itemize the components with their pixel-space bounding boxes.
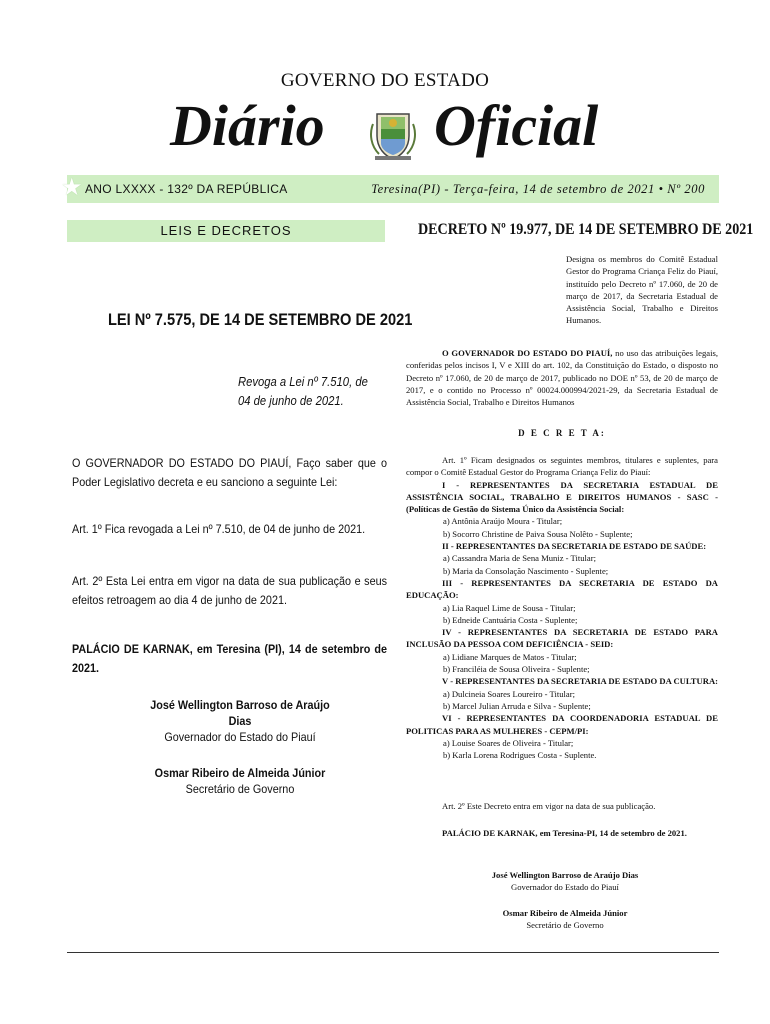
bottom-divider — [67, 952, 719, 953]
decreto-preamble — [406, 347, 718, 408]
signature-role: Governador do Estado do Piauí — [164, 730, 316, 744]
lei-art1: Art. 1º Fica revogada a Lei nº 7.510, de 04 de junho de 2021. — [72, 522, 366, 536]
lei-title: LEI Nº 7.575, DE 14 DE SETEMBRO DE 2021 — [108, 310, 413, 329]
list-item: a) Lia Raquel Lime de Sousa - Titular; — [443, 602, 576, 613]
group-heading: II - REPRESENTANTES DA SECRETARIA DE ESTADO DE SAÚDE: — [442, 541, 707, 552]
decreto-preamble-text: no uso das atribuições legais, conferidas pelos incisos I, V e XIII do art. 102, da Constituição do Estado, o disposto no Decreto nº 17.060, de 20 de março de 2017, publicado no DOE nº 53, de 20 de março de 2017, e o contido no Processo nº 00024.000994/2021-29, da Secretaria Estadual de Assistência Social, Trabalho e Direitos Humanos — [406, 348, 718, 408]
decreto-body — [406, 454, 718, 761]
dateline: Teresina(PI) - Terça-feira, 14 de setembro de 2021 • Nº 200 — [371, 182, 705, 196]
list-item: b) Maria da Consolação Nascimento - Suplente; — [443, 565, 609, 576]
signature-name: Osmar Ribeiro de Almeida Júnior — [154, 766, 326, 780]
list-item: a) Louise Soares de Oliveira - Titular; — [443, 737, 574, 748]
lei-signature-secretary — [150, 765, 330, 797]
star-icon: ★ — [61, 175, 83, 201]
lei-summary: Revoga a Lei nº 7.510, de 04 de junho de 2021. — [238, 375, 368, 408]
lei-art2: Art. 2º Esta Lei entra em vigor na data de sua publicação e seus efeitos retroagem ao dia 4 de junho de 2021. — [72, 574, 387, 607]
masthead-government: GOVERNO DO ESTADO — [280, 70, 490, 91]
list-item: a) Cassandra Maria de Sena Muniz - Titular; — [443, 553, 596, 564]
group-heading: V - REPRESENTANTES DA SECRETARIA DE ESTADO DA CULTURA: — [442, 676, 719, 687]
decreto-art1: Art. 1º Ficam designados os seguintes membros, titulares e suplentes, para compor o Comitê Estadual Gestor do Programa Criança Feliz do Piauí: — [406, 455, 718, 478]
edition-label: ANO LXXXX - 132º DA REPÚBLICA — [85, 182, 288, 196]
edition-bar — [61, 175, 719, 203]
decreto-preamble-bold: O GOVERNADOR DO ESTADO DO PIAUÍ, — [442, 348, 613, 358]
signature-role: Secretário de Governo — [526, 920, 604, 930]
lei-signature-governor — [150, 697, 330, 745]
signature-name: José Wellington Barroso de Araújo Dias — [150, 698, 330, 728]
list-item: b) Edneide Cantuária Costa - Suplente; — [443, 614, 578, 625]
list-item: a) Lidiane Marques de Matos - Titular; — [443, 651, 577, 662]
list-item: b) Karla Lorena Rodrigues Costa - Suplente. — [443, 750, 597, 761]
decreto-palacio: PALÁCIO DE KARNAK, em Teresina-PI, 14 de setembro de 2021. — [442, 828, 687, 838]
group-heading: III - REPRESENTANTES DA SECRETARIA DE ESTADO DA EDUCAÇÃO: — [406, 577, 718, 601]
group-heading: I - REPRESENTANTES DA SECRETARIA ESTADUAL DE ASSISTÊNCIA SOCIAL, TRABALHO E DIREITOS HUMANOS - SASC - (Políticas de Gestão do Sistema Único da Assistência Social: — [406, 479, 718, 515]
lei-preamble: O GOVERNADOR DO ESTADO DO PIAUÍ, Faço saber que o Poder Legislativo decreta e eu sanciono a seguinte Lei: — [72, 456, 387, 489]
decreto-art2: Art. 2º Este Decreto entra em vigor na data de sua publicação. — [442, 801, 656, 811]
list-item: b) Franciléia de Sousa Oliveira - Suplente; — [443, 664, 590, 675]
section-label-text: LEIS E DECRETOS — [160, 223, 292, 238]
group-heading: IV - REPRESENTANTES DA SECRETARIA DE ESTADO PARA INCLUSÃO DA PESSOA COM DEFICIÊNCIA - SEID: — [406, 627, 718, 650]
masthead-title-right: Oficial — [434, 93, 599, 158]
decreto-title: DECRETO Nº 19.977, DE 14 DE SETEMBRO DE 2021 — [418, 221, 754, 238]
section-label — [67, 220, 385, 242]
list-item: b) Socorro Christine de Paiva Sousa Nolêto - Suplente; — [443, 528, 633, 539]
decreta-heading: D E C R E T A: — [518, 428, 606, 438]
list-item: a) Antônia Araújo Moura - Titular; — [443, 516, 563, 527]
decreto-signature-governor — [480, 869, 650, 893]
decreto-signature-secretary — [480, 907, 650, 931]
signature-role: Secretário de Governo — [185, 782, 295, 796]
group-heading: VI - REPRESENTANTES DA COORDENADORIA ESTADUAL DE POLITICAS PARA AS MULHERES - CEPM/PI: — [406, 713, 718, 736]
signature-role: Governador do Estado do Piauí — [511, 882, 619, 892]
masthead-title-left: Diário — [170, 93, 325, 158]
list-item: a) Dulcineia Soares Loureiro - Titular; — [443, 688, 575, 699]
signature-name: José Wellington Barroso de Araújo Dias — [491, 870, 639, 880]
lei-palacio: PALÁCIO DE KARNAK, em Teresina (PI), 14 de setembro de 2021. — [72, 642, 387, 675]
decreto-summary: Designa os membros do Comitê Estadual Gestor do Programa Criança Feliz do Piauí, instituído pelo Decreto nº 17.060, de 20 de março de 2017, da Secretaria Estadual de Assistência Social, Trabalho e Direitos Humanos. — [566, 254, 718, 326]
signature-name: Osmar Ribeiro de Almeida Júnior — [502, 908, 628, 918]
state-coat-of-arms-icon — [365, 106, 421, 162]
list-item: b) Marcel Julian Arruda e Silva - Suplente; — [443, 700, 591, 711]
